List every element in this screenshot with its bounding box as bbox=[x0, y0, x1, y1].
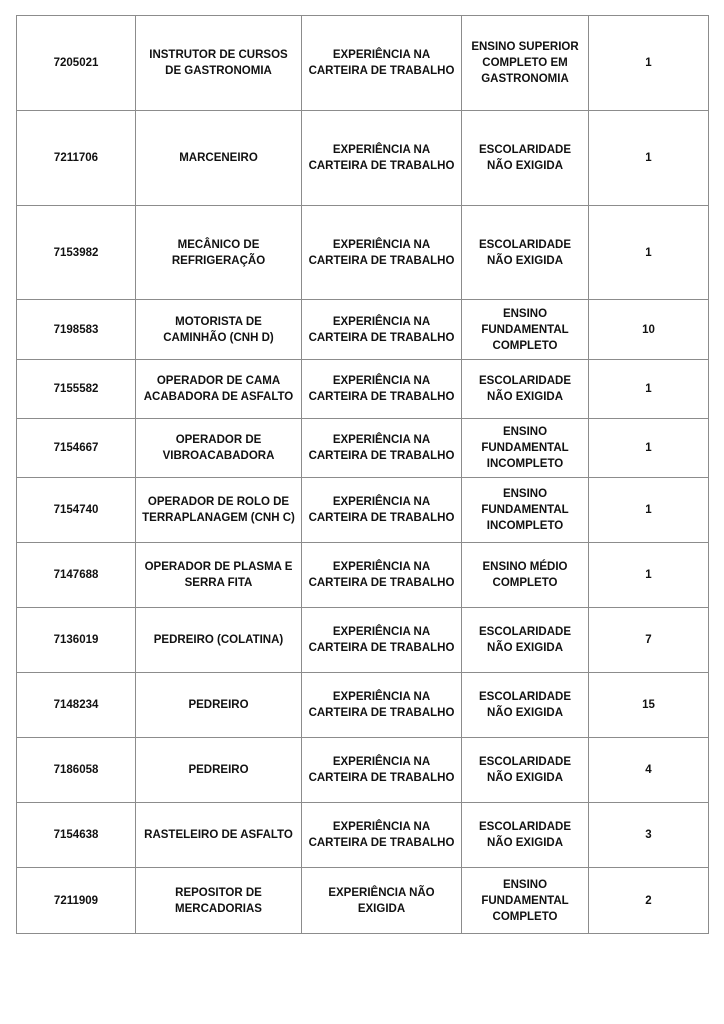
job-title: PEDREIRO bbox=[136, 673, 302, 738]
vacancy-code: 7205021 bbox=[17, 16, 136, 111]
vacancy-code: 7154740 bbox=[17, 478, 136, 543]
experience-requirement: EXPERIÊNCIA NA CARTEIRA DE TRABALHO bbox=[302, 478, 462, 543]
table-row bbox=[17, 360, 709, 419]
vacancy-count: 1 bbox=[589, 111, 709, 206]
table-row bbox=[17, 300, 709, 360]
job-title: INSTRUTOR DE CURSOS DE GASTRONOMIA bbox=[136, 16, 302, 111]
vacancy-count: 15 bbox=[589, 673, 709, 738]
experience-requirement: EXPERIÊNCIA NA CARTEIRA DE TRABALHO bbox=[302, 608, 462, 673]
education-requirement: ENSINO FUNDAMENTAL COMPLETO bbox=[462, 868, 589, 934]
vacancy-code: 7211909 bbox=[17, 868, 136, 934]
job-title: MOTORISTA DE CAMINHÃO (CNH D) bbox=[136, 300, 302, 360]
job-title: OPERADOR DE PLASMA E SERRA FITA bbox=[136, 543, 302, 608]
table-row bbox=[17, 673, 709, 738]
vacancy-code: 7154638 bbox=[17, 803, 136, 868]
education-requirement: ESCOLARIDADE NÃO EXIGIDA bbox=[462, 206, 589, 300]
job-rows bbox=[17, 16, 709, 934]
table-row bbox=[17, 419, 709, 478]
education-requirement: ESCOLARIDADE NÃO EXIGIDA bbox=[462, 111, 589, 206]
experience-requirement: EXPERIÊNCIA NÃO EXIGIDA bbox=[302, 868, 462, 934]
education-requirement: ESCOLARIDADE NÃO EXIGIDA bbox=[462, 803, 589, 868]
education-requirement: ESCOLARIDADE NÃO EXIGIDA bbox=[462, 360, 589, 419]
table-row bbox=[17, 803, 709, 868]
table-row bbox=[17, 206, 709, 300]
experience-requirement: EXPERIÊNCIA NA CARTEIRA DE TRABALHO bbox=[302, 803, 462, 868]
table-row bbox=[17, 868, 709, 934]
vacancy-code: 7136019 bbox=[17, 608, 136, 673]
vacancy-count: 1 bbox=[589, 543, 709, 608]
experience-requirement: EXPERIÊNCIA NA CARTEIRA DE TRABALHO bbox=[302, 360, 462, 419]
vacancy-count: 1 bbox=[589, 478, 709, 543]
experience-requirement: EXPERIÊNCIA NA CARTEIRA DE TRABALHO bbox=[302, 543, 462, 608]
job-title: MECÂNICO DE REFRIGERAÇÃO bbox=[136, 206, 302, 300]
education-requirement: ENSINO FUNDAMENTAL INCOMPLETO bbox=[462, 419, 589, 478]
vacancy-code: 7211706 bbox=[17, 111, 136, 206]
vacancy-count: 1 bbox=[589, 16, 709, 111]
experience-requirement: EXPERIÊNCIA NA CARTEIRA DE TRABALHO bbox=[302, 206, 462, 300]
education-requirement: ENSINO FUNDAMENTAL COMPLETO bbox=[462, 300, 589, 360]
vacancy-code: 7148234 bbox=[17, 673, 136, 738]
job-title: OPERADOR DE ROLO DE TERRAPLANAGEM (CNH C) bbox=[136, 478, 302, 543]
experience-requirement: EXPERIÊNCIA NA CARTEIRA DE TRABALHO bbox=[302, 738, 462, 803]
vacancy-code: 7186058 bbox=[17, 738, 136, 803]
table-row bbox=[17, 608, 709, 673]
job-vacancies-table bbox=[16, 15, 709, 934]
education-requirement: ENSINO FUNDAMENTAL INCOMPLETO bbox=[462, 478, 589, 543]
table-row bbox=[17, 16, 709, 111]
table-row bbox=[17, 478, 709, 543]
experience-requirement: EXPERIÊNCIA NA CARTEIRA DE TRABALHO bbox=[302, 300, 462, 360]
job-title: OPERADOR DE VIBROACABADORA bbox=[136, 419, 302, 478]
vacancy-count: 3 bbox=[589, 803, 709, 868]
table-row bbox=[17, 111, 709, 206]
vacancy-count: 2 bbox=[589, 868, 709, 934]
vacancy-count: 1 bbox=[589, 360, 709, 419]
job-title: PEDREIRO (COLATINA) bbox=[136, 608, 302, 673]
vacancy-code: 7153982 bbox=[17, 206, 136, 300]
vacancy-count: 1 bbox=[589, 206, 709, 300]
education-requirement: ENSINO SUPERIOR COMPLETO EM GASTRONOMIA bbox=[462, 16, 589, 111]
vacancy-code: 7147688 bbox=[17, 543, 136, 608]
vacancy-code: 7154667 bbox=[17, 419, 136, 478]
vacancy-count: 4 bbox=[589, 738, 709, 803]
experience-requirement: EXPERIÊNCIA NA CARTEIRA DE TRABALHO bbox=[302, 419, 462, 478]
vacancy-code: 7198583 bbox=[17, 300, 136, 360]
job-title: PEDREIRO bbox=[136, 738, 302, 803]
education-requirement: ESCOLARIDADE NÃO EXIGIDA bbox=[462, 673, 589, 738]
vacancy-code: 7155582 bbox=[17, 360, 136, 419]
table-row bbox=[17, 738, 709, 803]
vacancy-count: 7 bbox=[589, 608, 709, 673]
job-title: RASTELEIRO DE ASFALTO bbox=[136, 803, 302, 868]
education-requirement: ESCOLARIDADE NÃO EXIGIDA bbox=[462, 608, 589, 673]
vacancy-count: 10 bbox=[589, 300, 709, 360]
job-title: REPOSITOR DE MERCADORIAS bbox=[136, 868, 302, 934]
table-row bbox=[17, 543, 709, 608]
experience-requirement: EXPERIÊNCIA NA CARTEIRA DE TRABALHO bbox=[302, 111, 462, 206]
job-title: OPERADOR DE CAMA ACABADORA DE ASFALTO bbox=[136, 360, 302, 419]
experience-requirement: EXPERIÊNCIA NA CARTEIRA DE TRABALHO bbox=[302, 673, 462, 738]
experience-requirement: EXPERIÊNCIA NA CARTEIRA DE TRABALHO bbox=[302, 16, 462, 111]
education-requirement: ENSINO MÉDIO COMPLETO bbox=[462, 543, 589, 608]
education-requirement: ESCOLARIDADE NÃO EXIGIDA bbox=[462, 738, 589, 803]
job-title: MARCENEIRO bbox=[136, 111, 302, 206]
vacancy-count: 1 bbox=[589, 419, 709, 478]
